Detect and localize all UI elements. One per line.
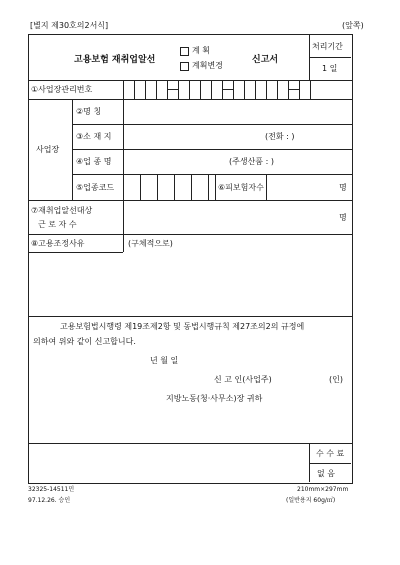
processing-period-label: 처리기간 [312, 42, 343, 51]
industry-code-label: ⑤업종코드 [76, 183, 115, 192]
report-checkbox[interactable] [180, 47, 189, 56]
address-label: ③소 재 지 [76, 132, 112, 141]
business-mgmt-no-label: ①사업장관리번호 [31, 85, 93, 94]
footer-approved: 97.12.26. 승인 [28, 497, 71, 504]
option-report-label: 계 획 [192, 46, 210, 55]
main-product: (주생산품 : ) [229, 157, 274, 166]
reason-label: ⑧고용조정사유 [31, 239, 85, 248]
address-field[interactable] [124, 125, 351, 148]
fee-label: 수 수 료 [316, 449, 345, 458]
target-workers-label-1: ⑦재취업알선대상 [31, 206, 93, 215]
reason-hint: (구체적으로) [128, 239, 173, 248]
seal-mark: (인) [329, 375, 343, 384]
processing-period-value: 1 일 [322, 64, 338, 73]
side-note: (앞쪽) [342, 21, 364, 30]
title-prefix: 고용보험 재취업알선 [74, 55, 156, 65]
fee-value: 없 음 [317, 469, 335, 478]
reason-field[interactable] [29, 253, 351, 315]
workplace-group-label: 사업장 [36, 145, 60, 154]
name-label: ②명 칭 [76, 107, 102, 116]
option-change-label: 계획변경 [192, 61, 223, 70]
footer-paper: (일반용지 60g/㎡) [286, 497, 336, 504]
industry-name-label: ④업 종 명 [76, 157, 112, 166]
target-workers-field[interactable] [124, 201, 336, 233]
declaration-line-2: 의하여 위와 같이 신고합니다. [33, 337, 136, 346]
footer-size: 210mm×297mm [297, 486, 349, 493]
change-checkbox[interactable] [180, 62, 189, 71]
footer-code: 32325-14511민 [28, 486, 75, 493]
name-field[interactable] [124, 100, 351, 123]
address-phone: (전화 : ) [265, 132, 295, 141]
declaration-line-1: 고용보험법시행령 제19조제2항 및 동법시행규칙 제27조의2의 규정에 [60, 322, 305, 331]
target-workers-label-2: 근 로 자 수 [38, 220, 77, 229]
addressee: 지방노동(청·사무소)장 귀하 [166, 394, 263, 403]
title-suffix: 신고서 [252, 55, 279, 65]
insured-count-unit: 명 [339, 183, 347, 192]
reporter-label: 신 고 인(사업주) [214, 375, 272, 384]
business-mgmt-no-boxes[interactable] [123, 80, 352, 99]
form-number: [별지 제30호의2서식] [30, 21, 109, 30]
insured-count-field[interactable] [267, 175, 337, 199]
insured-count-label: ⑥피보험자수 [218, 183, 264, 192]
industry-code-boxes[interactable] [123, 174, 215, 200]
target-workers-unit: 명 [339, 213, 347, 222]
declaration-date: 년 월 일 [150, 356, 179, 365]
